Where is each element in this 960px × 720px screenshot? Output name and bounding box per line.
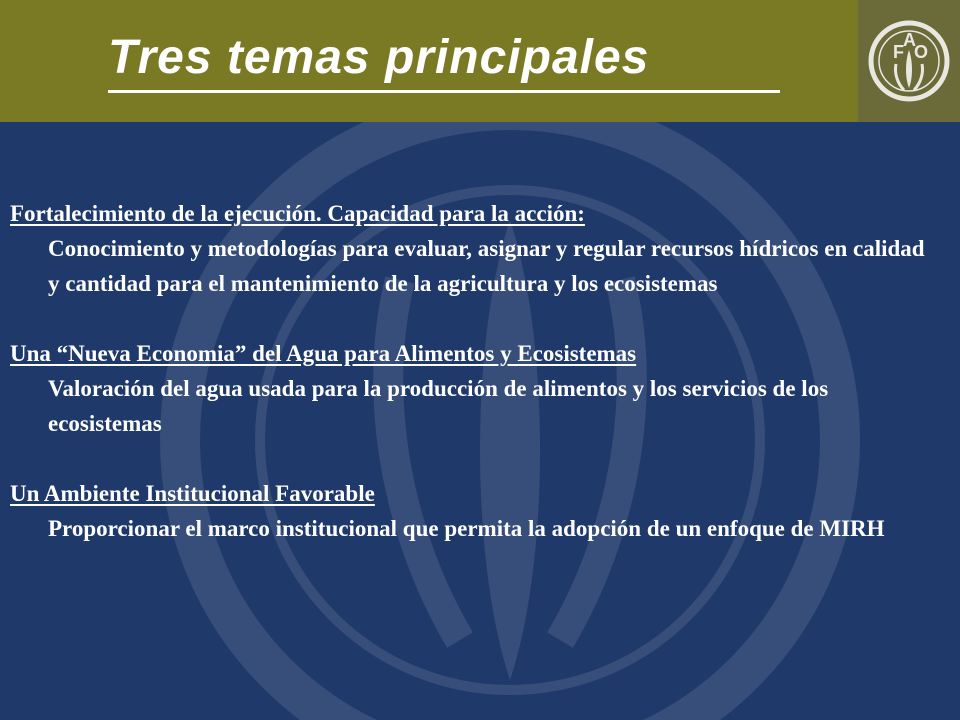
topic-heading: Fortalecimiento de la ejecución. Capacidad para la acción: <box>10 201 585 226</box>
topic-heading: Un Ambiente Institucional Favorable <box>10 481 375 506</box>
title-underline <box>108 90 780 93</box>
topic-section <box>10 336 930 441</box>
topic-description: Valoración del agua usada para la producción de alimentos y los servicios de los ecosistemas <box>48 376 829 436</box>
topic-description: Proporcionar el marco institucional que permita la adopción de un enfoque de MIRH <box>48 516 885 541</box>
svg-text:F: F <box>893 42 904 62</box>
svg-text:O: O <box>914 42 929 62</box>
topic-section <box>10 476 930 546</box>
fao-logo-icon <box>858 0 960 122</box>
svg-text:A: A <box>903 30 916 50</box>
topic-section <box>10 196 930 301</box>
page-title: Tres temas principales <box>108 31 650 84</box>
topic-description: Conocimiento y metodologías para evaluar, asignar y regular recursos hídricos en calidad y cantidad para el mantenimiento de la agricultura y los ecosistemas <box>48 236 925 296</box>
logo-panel <box>858 0 960 122</box>
content-body <box>10 196 930 581</box>
topic-heading: Una “Nueva Economia” del Agua para Alimentos y Ecosistemas <box>10 341 637 366</box>
